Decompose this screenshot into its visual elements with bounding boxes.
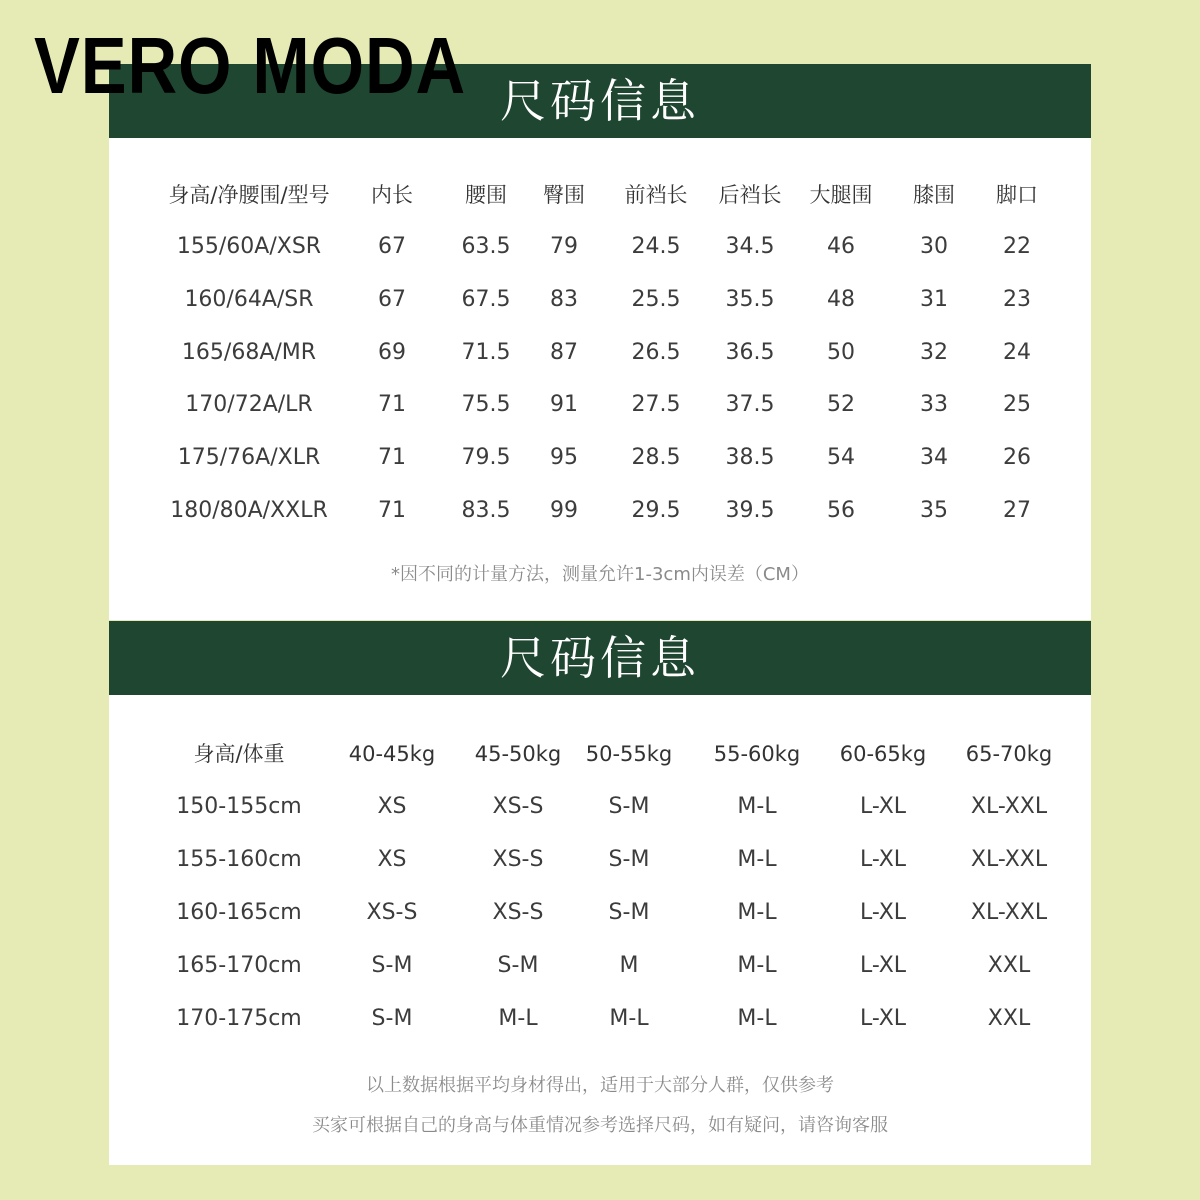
- table-row: [109, 787, 1091, 827]
- column-header: 60-65kg: [839, 742, 927, 766]
- table-cell: 160/64A/SR: [184, 286, 314, 312]
- table-cell: 180/80A/XXLR: [170, 498, 328, 523]
- column-header: 55-60kg: [713, 742, 801, 766]
- table-cell: 26: [1003, 445, 1031, 471]
- table-cell: 170/72A/LR: [185, 392, 313, 418]
- table-cell: 34.5: [725, 234, 775, 259]
- table-cell: 30: [920, 234, 948, 259]
- table-cell: 25.5: [631, 286, 681, 312]
- table-cell: S-M: [608, 794, 650, 819]
- column-header: 前裆长: [624, 183, 688, 207]
- column-header: 65-70kg: [965, 742, 1053, 766]
- table-cell: S-M: [608, 847, 650, 872]
- table-row: [109, 280, 1091, 320]
- table-cell: 48: [827, 286, 855, 312]
- table-cell: M-L: [737, 953, 777, 978]
- size-recommend-title: 尺码信息: [109, 621, 1091, 695]
- table-cell: 79: [550, 234, 578, 259]
- table-cell: 83: [550, 286, 578, 312]
- table-cell: L-XL: [859, 847, 907, 872]
- table-cell: 26.5: [631, 339, 681, 365]
- table-cell: 31: [920, 286, 948, 312]
- table-row: [109, 227, 1091, 267]
- table-cell: 32: [920, 339, 948, 365]
- column-header: 大腿围: [809, 183, 873, 207]
- table-cell: XS-S: [492, 794, 544, 819]
- table-cell: 165-170cm: [176, 953, 302, 978]
- table-cell: 83.5: [461, 498, 511, 523]
- table-cell: 67.5: [461, 286, 511, 312]
- reference-note-2: 买家可根据自己的身高与体重情况参考选择尺码，如有疑问，请咨询客服: [312, 1115, 888, 1136]
- size-info-panel: [109, 64, 1091, 620]
- table-cell: 95: [550, 445, 578, 471]
- table-cell: 27.5: [631, 392, 681, 418]
- column-header: 身高/体重: [193, 742, 285, 766]
- table-cell: 33: [920, 392, 948, 418]
- column-header: 后裆长: [718, 183, 782, 207]
- table-cell: 160-165cm: [176, 900, 302, 925]
- table-cell: S-M: [608, 900, 650, 925]
- table-cell: 23: [1003, 286, 1031, 312]
- table-cell: 24: [1003, 339, 1031, 365]
- table-cell: 99: [550, 498, 578, 523]
- table-cell: L-XL: [859, 953, 907, 978]
- table-cell: L-XL: [859, 1006, 907, 1031]
- column-header: 50-55kg: [585, 742, 673, 766]
- table-row: [109, 946, 1091, 986]
- table-cell: S-M: [497, 953, 539, 978]
- brand-logo: VERO MODA: [34, 21, 467, 110]
- table-cell: L-XL: [859, 900, 907, 925]
- table-cell: 155/60A/XSR: [176, 234, 322, 259]
- table-cell: 170-175cm: [176, 1006, 302, 1031]
- table-cell: 38.5: [725, 445, 775, 471]
- table-cell: M-L: [737, 847, 777, 872]
- column-header: 内长: [371, 183, 413, 207]
- table-cell: S-M: [371, 953, 413, 978]
- column-header: 40-45kg: [348, 742, 436, 766]
- size-recommend-panel: [109, 621, 1091, 1165]
- table-row: [109, 385, 1091, 425]
- table-cell: 71: [378, 392, 406, 418]
- table-cell: 37.5: [725, 392, 775, 418]
- table-cell: 150-155cm: [176, 794, 302, 819]
- table-cell: 69: [378, 339, 406, 365]
- table-row: [109, 438, 1091, 478]
- table-cell: L-XL: [859, 794, 907, 819]
- column-header: 45-50kg: [474, 742, 562, 766]
- table-header-row: [109, 175, 1091, 215]
- table-cell: 71: [378, 498, 406, 523]
- table-cell: 75.5: [461, 392, 511, 418]
- column-header: 腰围: [465, 183, 507, 207]
- table-cell: 155-160cm: [176, 847, 302, 872]
- table-cell: 50: [827, 339, 855, 365]
- table-cell: XS-S: [366, 900, 418, 925]
- table-cell: XL-XXL: [970, 847, 1048, 872]
- table-header-row: [109, 734, 1091, 774]
- table-cell: XXL: [987, 953, 1031, 978]
- table-cell: 46: [827, 234, 855, 259]
- size-info-title: 尺码信息: [109, 64, 1091, 138]
- table-cell: 28.5: [631, 445, 681, 471]
- table-cell: 24.5: [631, 234, 681, 259]
- table-cell: 29.5: [631, 498, 681, 523]
- table-cell: 67: [378, 286, 406, 312]
- table-cell: XL-XXL: [970, 900, 1048, 925]
- table-cell: 35.5: [725, 286, 775, 312]
- table-cell: 34: [920, 445, 948, 471]
- table-cell: 52: [827, 392, 855, 418]
- table-cell: S-M: [371, 1006, 413, 1031]
- table-cell: 56: [827, 498, 855, 523]
- table-cell: 71.5: [461, 339, 511, 365]
- table-cell: XS-S: [492, 847, 544, 872]
- table-cell: 91: [550, 392, 578, 418]
- table-cell: M-L: [737, 794, 777, 819]
- table-cell: M-L: [609, 1006, 649, 1031]
- table-cell: 35: [920, 498, 948, 523]
- table-row: [109, 999, 1091, 1039]
- table-cell: 67: [378, 234, 406, 259]
- table-row: [109, 333, 1091, 373]
- table-cell: XS: [377, 847, 407, 872]
- column-header: 臀围: [543, 183, 585, 207]
- column-header: 脚口: [996, 183, 1038, 207]
- table-cell: M-L: [737, 1006, 777, 1031]
- table-cell: 79.5: [461, 445, 511, 471]
- table-row: [109, 491, 1091, 531]
- table-cell: M: [619, 953, 639, 978]
- table-cell: 63.5: [461, 234, 511, 259]
- table-cell: 22: [1003, 234, 1031, 259]
- table-cell: 54: [827, 445, 855, 471]
- table-cell: XXL: [987, 1006, 1031, 1031]
- table-cell: 27: [1003, 498, 1031, 523]
- table-cell: M-L: [737, 900, 777, 925]
- table-row: [109, 893, 1091, 933]
- table-row: [109, 840, 1091, 880]
- measurement-note: *因不同的计量方法，测量允许1-3cm内误差（CM）: [391, 564, 809, 585]
- table-cell: XS-S: [492, 900, 544, 925]
- table-cell: XL-XXL: [970, 794, 1048, 819]
- table-cell: M-L: [498, 1006, 538, 1031]
- table-cell: 87: [550, 339, 578, 365]
- table-cell: 71: [378, 445, 406, 471]
- table-cell: 165/68A/MR: [181, 339, 317, 365]
- table-cell: XS: [377, 794, 407, 819]
- table-cell: 36.5: [725, 339, 775, 365]
- table-cell: 39.5: [725, 498, 775, 523]
- column-header: 膝围: [913, 183, 955, 207]
- table-cell: 25: [1003, 392, 1031, 418]
- reference-note-1: 以上数据根据平均身材得出，适用于大部分人群，仅供参考: [366, 1075, 834, 1096]
- column-header: 身高/净腰围/型号: [168, 183, 330, 207]
- table-cell: 175/76A/XLR: [177, 445, 321, 471]
